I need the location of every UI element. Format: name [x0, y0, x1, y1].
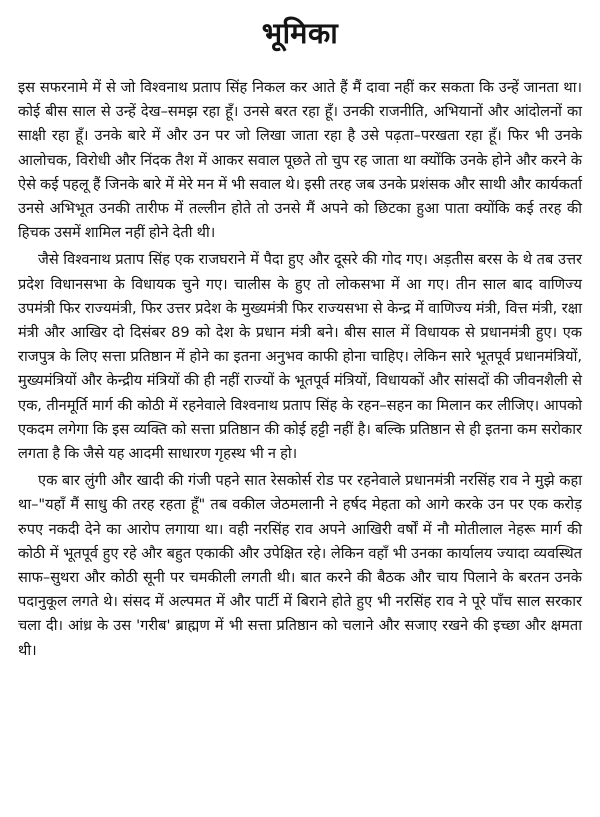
- page-title: भूमिका: [261, 16, 339, 50]
- paragraph-2: जैसे विश्वनाथ प्रताप सिंह एक राजघराने में पैदा हुए और दूसरे की गोद गए। अड़तीस बरस के थे तब उत्तर प्रदेश विधानसभा के विधायक चुने गए। चालीस के हुए तो लोकसभा में आ गए। तीन साल बाद वाणिज्य उपमंत्री फिर राज्यमंत्री, फिर उत्तर प्रदेश के मुख्यमंत्री फिर राज्यसभा से केन्द्र में वाणिज्य मंत्री, वित्त मंत्री, रक्षा मंत्री और आखिर दो दिसंबर 89 को देश के प्रधान मंत्री बने। बीस साल में विधायक से प्रधानमंत्री हुए। एक राजपुत्र के लिए सत्ता प्रतिष्ठान में होने का इतना अनुभव काफी होना चाहिए। लेकिन सारे भूतपूर्व प्रधानमंत्रियों, मुख्यमंत्रियों और केन्द्रीय मंत्रियों की ही नहीं राज्यों के भूतपूर्व मंत्रियों, विधायकों और सांसदों की जीवनशैली से एक, तीनमूर्ति मार्ग की कोठी में रहनेवाले विश्वनाथ प्रताप सिंह के रहन–सहन का मिलान कर लीजिए। आपको एकदम लगेगा कि इस व्यक्ति को सत्ता प्रतिष्ठान की कोई हट्टी नहीं है। बल्कि प्रतिष्ठान से ही इतना कम सरोकार लगता है कि जैसे यह आदमी साधारण गृहस्थ भी न हो।: [18, 251, 582, 463]
- paragraph-3: एक बार लुंगी और खादी की गंजी पहने सात रेसकोर्स रोड पर रहनेवाले प्रधानमंत्री नरसिंह राव ने मुझे कहा था–"यहाँ मैं साधु की तरह रहता हूँ" तब वकील जेठमलानी ने हर्षद मेहता को आगे करके उन पर एक करोड़ रुपए नकदी देने का आरोप लगाया था। वही नरसिंह राव अपने आखिरी वर्षों में नौ मोतीलाल नेहरू मार्ग की कोठी में भूतपूर्व हुए रहे और बहुत एकाकी और उपेक्षित रहे। लेकिन वहाँ भी उनका कार्यालय ज्यादा व्यवस्थित साफ–सुथरा और कोठी सूनी पर चमकीली लगती थी। बात करने की बैठक और चाय पिलाने के बरतन उनके पदानुकूल लगते थे। संसद में अल्पमत में और पार्टी में बिराने होते हुए भी नरसिंह राव ने पूरे पाँच साल सरकार चला दी। आंध्र के उस 'गरीब' ब्राह्मण में भी सत्ता प्रतिष्ठान को चलाने और सजाए रखने की इच्छा और क्षमता थी।: [18, 472, 582, 659]
- paragraph-1: इस सफरनामे में से जो विश्वनाथ प्रताप सिंह निकल कर आते हैं मैं दावा नहीं कर सकता कि उन्हें जानता था। कोई बीस साल से उन्हें देख–समझ रहा हूँ। उनसे बरत रहा हूँ। उनकी राजनीति, अभियानों और आंदोलनों का साक्षी रहा हूँ। उनके बारे में और उन पर जो लिखा जाता रहा है उसे पढ़ता–परखता रहा हूँ। फिर भी उनके आलोचक, विरोधी और निंदक तैश में आकर सवाल पूछते तो चुप रह जाता था क्योंकि उनके होने और करने के ऐसे कई पहलू हैं जिनके बारे में मेरे मन में भी सवाल थे। इसी तरह जब उनके प्रशंसक और साथी और कार्यकर्ता उनसे अभिभूत उनकी तारीफ में तल्लीन होते तो उनसे मैं अपने को छिटका हुआ पाता क्योंकि कई तरह की हिचक उसमें शामिल नहीं होने देती थी।: [18, 79, 582, 242]
